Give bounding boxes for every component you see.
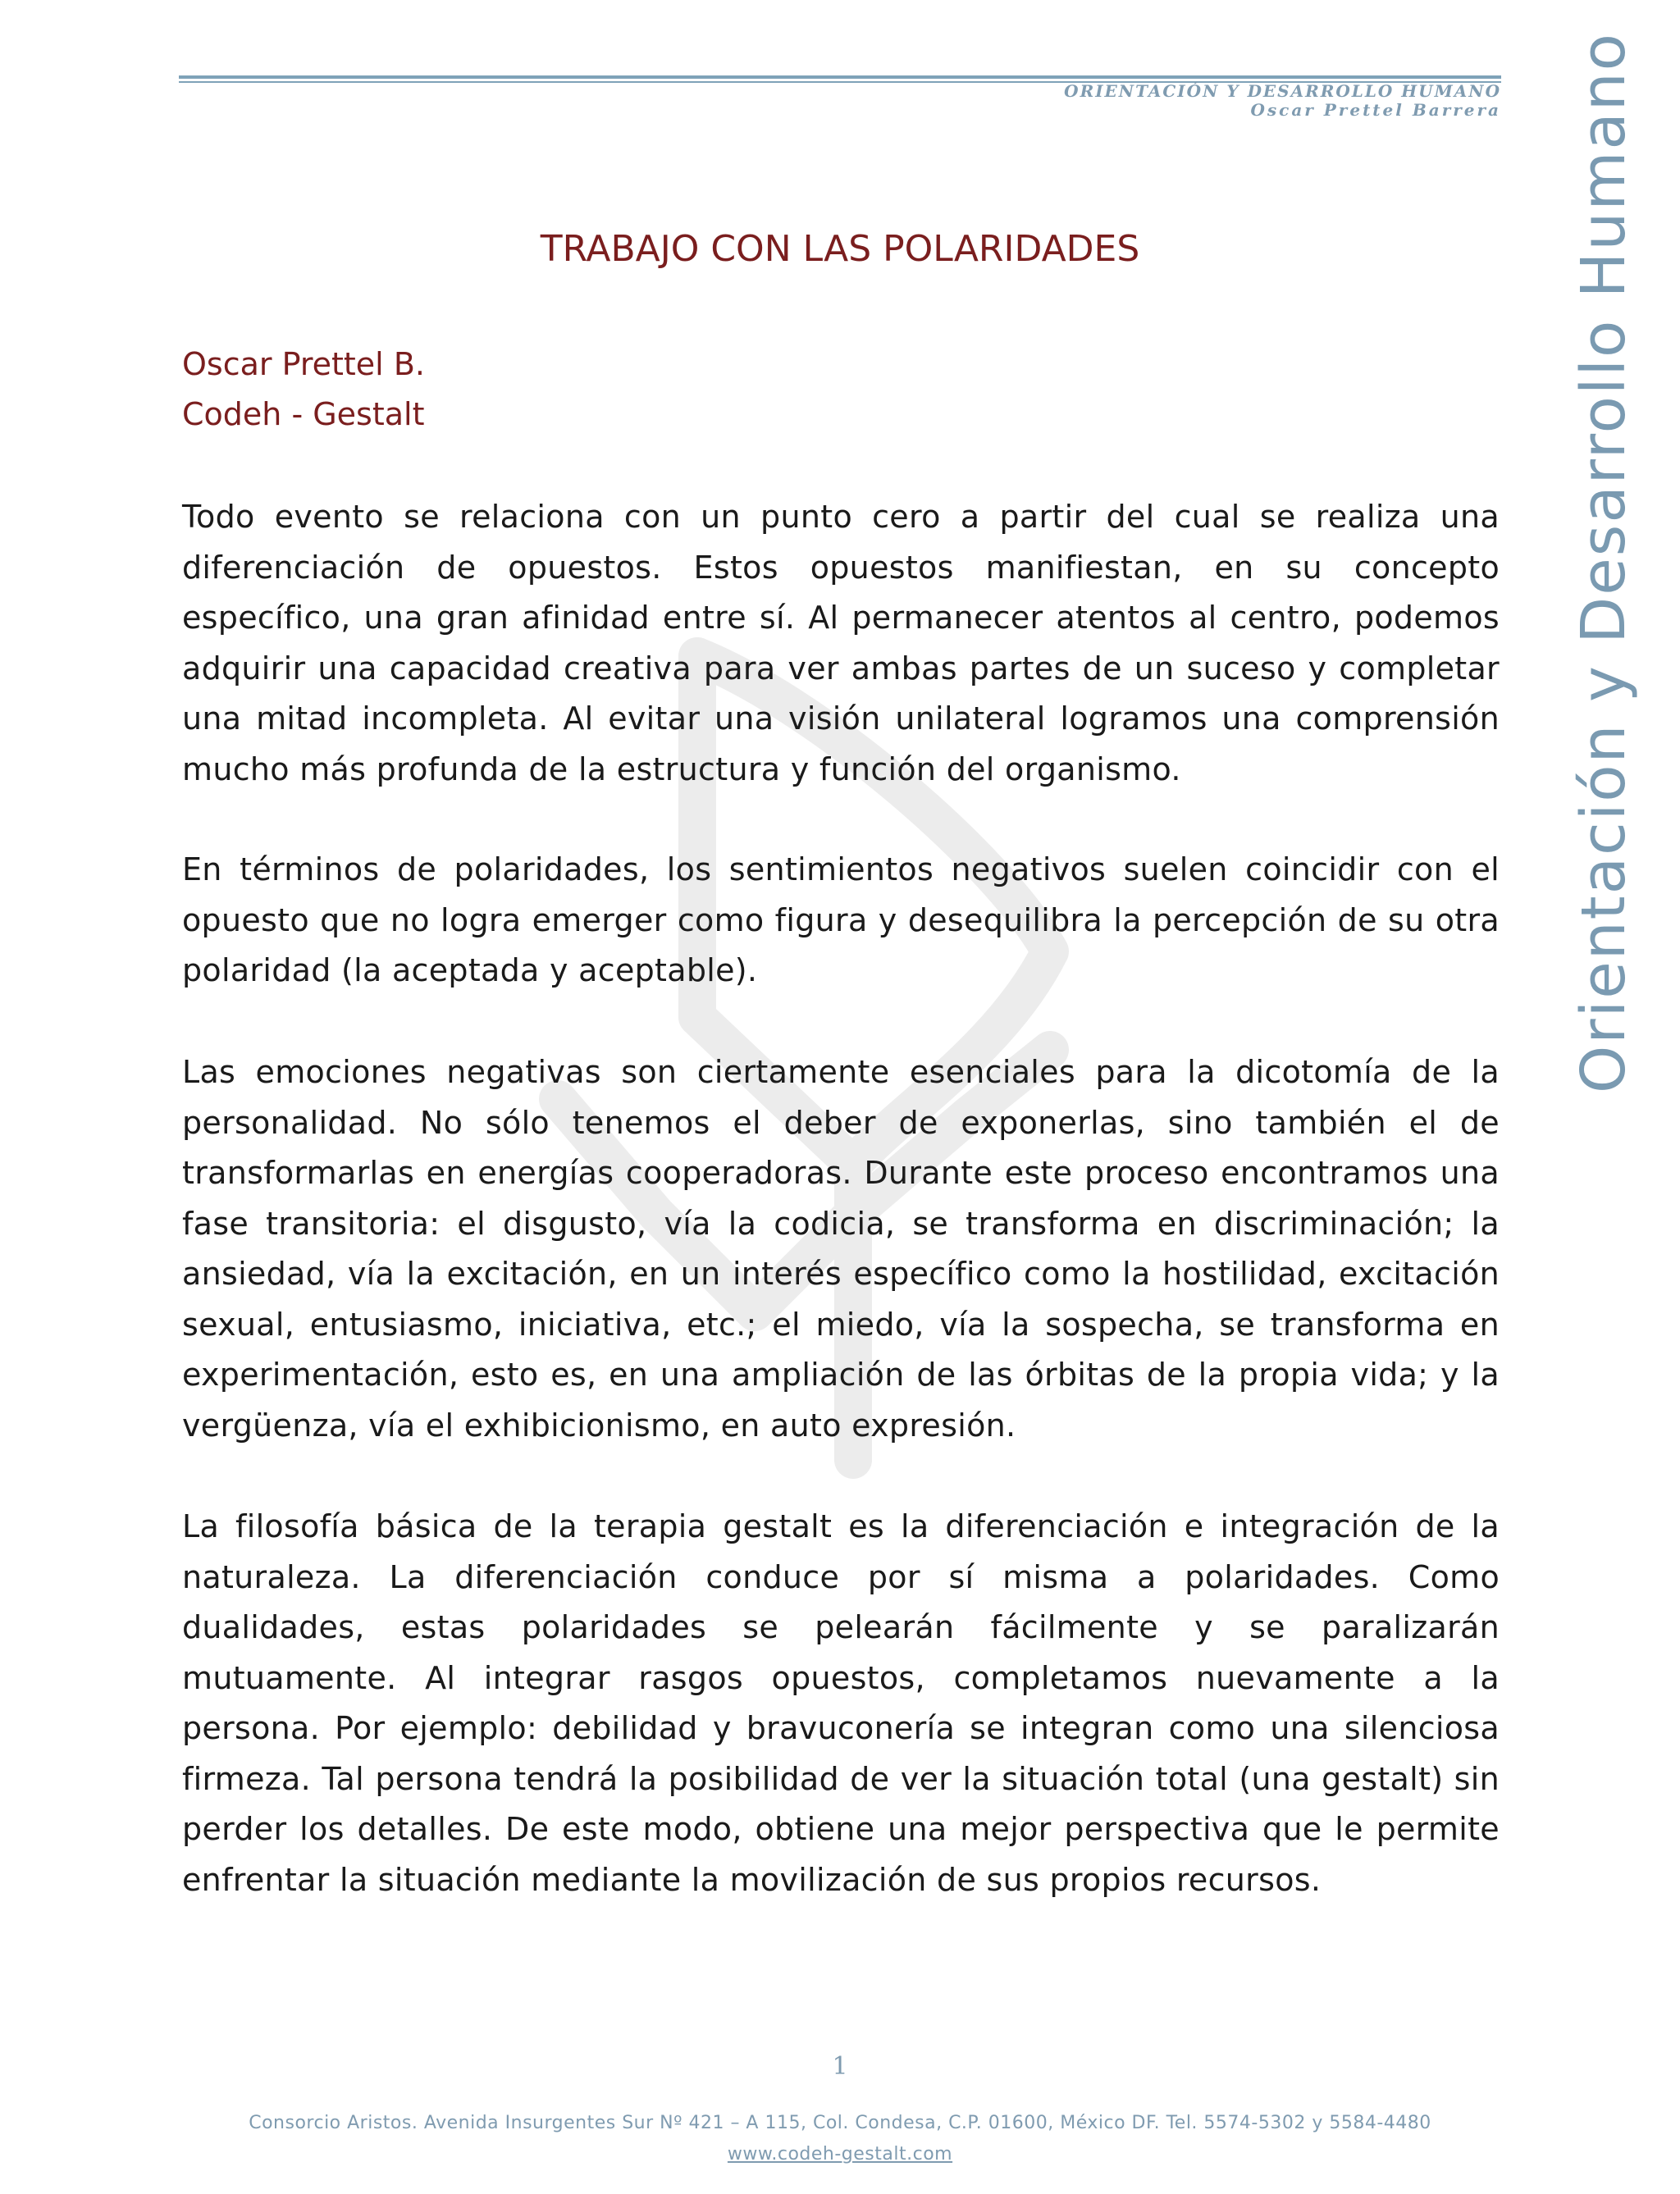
side-vertical-title: Orientación y Desarrollo Humano (1568, 32, 1639, 1093)
body-paragraph-2: En términos de polaridades, los sentimientos negativos suelen coincidir con el opuesto que no logra emerger como figura y desequilibra la percepción de su otra polaridad (la aceptada y aceptable). (182, 851, 1500, 988)
page-number: 1 (832, 2052, 848, 2081)
header-author: Oscar Prettel Barrera (1250, 100, 1501, 120)
body-paragraph-3: Las emociones negativas son ciertamente esenciales para la dicotomía de la personalidad. No sólo tenemos el deber de exponerlas, sino también el de transformarlas en energías cooperadoras. Durante este proceso encontramos una fase transitoria: el disgusto, vía la codicia, se transforma en discriminación; la ansiedad, vía la excitación, en un interés específico como la hostilidad, excitación sexual, entusiasmo, iniciativa, etc.; el miedo, vía la sospecha, se transforma en experimentación, esto es, en una ampliación de las órbitas de la propia vida; y la vergüenza, vía el exhibicionismo, en auto expresión. (182, 1054, 1500, 1444)
author-organization: Codeh - Gestalt (182, 396, 425, 432)
body-paragraph-4: La filosofía básica de la terapia gestalt es la diferenciación e integración de la naturaleza. La diferenciación conduce por sí misma a polaridades. Como dualidades, estas polaridades se pelearán fácilmente y se paralizarán mutuamente. Al integrar rasgos opuestos, completamos nuevamente a la persona. Por ejemplo: debilidad y bravuconería se integran como una silenciosa firmeza. Tal persona tendrá la posibilidad de ver la situación total (una gestalt) sin perder los detalles. De este modo, obtiene una mejor perspectiva que le permite enfrentar la situación mediante la movilización de sus propios recursos. (182, 1508, 1500, 1898)
footer-address: Consorcio Aristos. Avenida Insurgentes Sur Nº 421 – A 115, Col. Condesa, C.P. 01600, México DF. Tel. 5574-5302 y 5584-4480 (249, 2113, 1431, 2133)
body-paragraph-1: Todo evento se relaciona con un punto cero a partir del cual se realiza una diferenciación de opuestos. Estos opuestos manifiestan, en su concepto específico, una gran afinidad entre sí. Al permanecer atentos al centro, podemos adquirir una capacidad creativa para ver ambas partes de un suceso y completar una mitad incompleta. Al evitar una visión unilateral logramos una comprensión mucho más profunda de la estructura y función del organismo. (182, 499, 1500, 787)
footer-website-link[interactable]: www.codeh-gestalt.com (727, 2144, 953, 2164)
document-title: TRABAJO CON LAS POLARIDADES (540, 228, 1140, 270)
author-name: Oscar Prettel B. (182, 346, 425, 382)
header-title: ORIENTACIÓN Y DESARROLLO HUMANO (1064, 81, 1501, 101)
